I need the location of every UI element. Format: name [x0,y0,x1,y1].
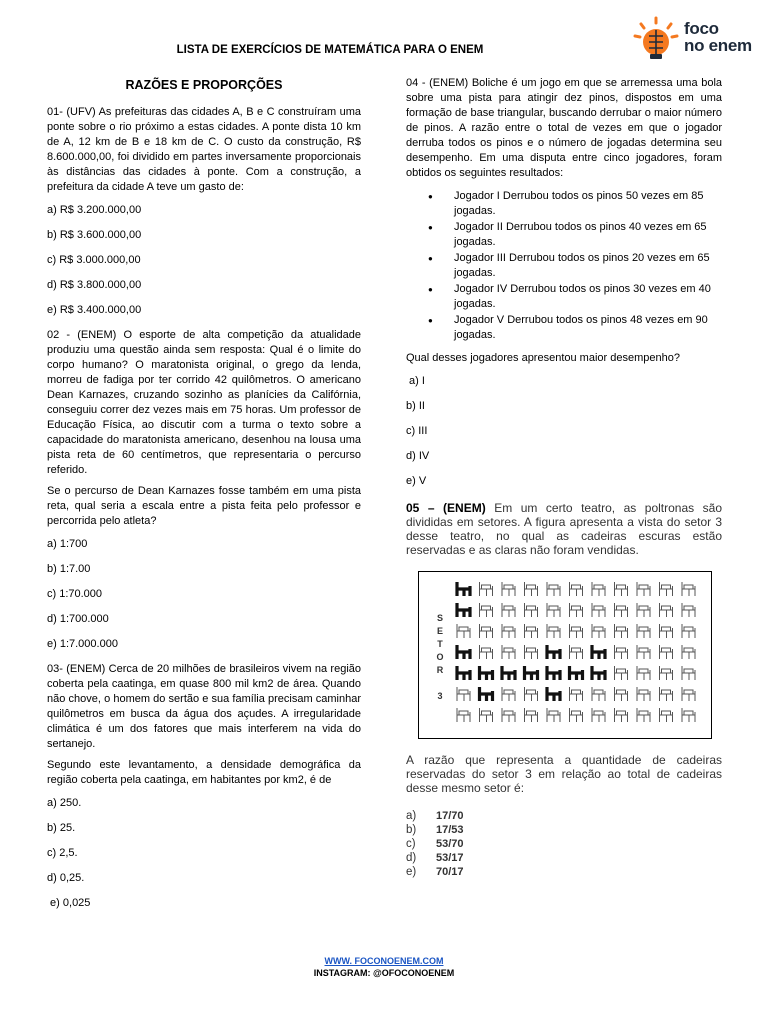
logo-text [684,20,752,54]
q5-label: 05 – (ENEM) [406,501,486,515]
website-link[interactable]: WWW. FOCONOENEM.COM [324,956,444,966]
q5-body: Em um certo teatro, as poltronas são divididas em setores. A figura apresenta a vista do setor 3 desse teatro, no qual as cadeiras escuras estão reservadas e as claras não foram vendidas. [406,501,722,557]
seat-available [547,582,560,596]
question-2-text: 02 - (ENEM) O esporte de alta competição da atualidade produziu uma questão ainda sem resposta: Qual é o limite do corpo humano? O maratonista original, o grego da lenda, morreu de fadiga por ter corrido 42 quilômetros. O americano Dean Karnazes, cruzando sozinho as planícies da Califórnia, conseguiu correr dez vezes mais em 75 horas. Um professor de Educação Física, ao discutir com a turma o texto sobre a capacidade do maratonista americano, desenhou na lousa uma pista reta de 60 centímetros, que representaria o percurso referido. [47,329,361,476]
seat-available [480,708,493,722]
seat-available [592,708,605,722]
seat-available [637,687,650,701]
q2-option-c: c) 1:70.000 [47,588,103,600]
seat-available [615,624,628,638]
theater-seat-map [418,571,712,739]
seat-available [615,687,628,701]
seat-available [570,603,583,617]
q3-option-c: c) 2,5. [47,847,78,859]
seat-available [570,624,583,638]
seat-reserved [457,582,470,596]
option-value: 70/17 [436,866,464,878]
seat-reserved [547,645,560,659]
seat-reserved [547,687,560,701]
seat-available [660,645,673,659]
section-title: RAZÕES E PROPORÇÕES [125,78,283,92]
seat-available [502,687,515,701]
option-value: 17/53 [436,824,464,836]
list-item: ● Jogador II Derrubou todos os pinos 40 vezes em 65 jogadas. [406,220,722,250]
seat-reserved [457,666,470,680]
setor-label [435,612,445,703]
setor-spacer [435,677,445,690]
list-item: ● Jogador V Derrubou todos os pinos 48 vezes em 90 jogadas. [406,313,722,343]
q3-option-e: e) 0,025 [47,897,91,909]
seat-available [525,687,538,701]
seat-reserved [502,666,515,680]
seat-available [502,603,515,617]
q5-option-d [406,851,722,865]
option-letter: b) [406,824,417,836]
seat-reserved [570,666,583,680]
seat-available [570,708,583,722]
question-2-prompt: Se o percurso de Dean Karnazes fosse também em uma pista reta, qual seria a escala entre a pista feita pelo professor e percorrida pelo atleta? [47,485,361,527]
logo-line-1: foco [684,19,719,38]
question-5-prompt: A razão que representa a quantidade de cadeiras reservadas do setor 3 em relação ao total de cadeiras desse mesmo setor é: [406,753,722,795]
question-4-prompt: Qual desses jogadores apresentou maior desempenho? [406,352,680,364]
players-list [406,189,722,343]
setor-letter: O [436,652,444,662]
seat-available [682,624,695,638]
seat-available [502,708,515,722]
option-letter: d) [406,852,417,864]
seat-available [457,708,470,722]
q1-option-a: a) R$ 3.200.000,00 [47,204,142,216]
q3-option-d: d) 0,25. [47,872,85,884]
q4-option-a: a) I [406,375,425,387]
seat-reserved [480,666,493,680]
footer-instagram: INSTAGRAM: @OFOCONOENEM [313,968,455,978]
seat-available [660,582,673,596]
seat-available [615,645,628,659]
seat-available [660,687,673,701]
seat-available [502,582,515,596]
setor-letter: S [436,613,443,623]
seat-available [660,708,673,722]
seat-available [547,708,560,722]
seat-available [457,624,470,638]
seat-reserved [480,687,493,701]
seat-available [502,645,515,659]
seat-available [682,645,695,659]
question-1-text: 01- (UFV) As prefeituras das cidades A, B e C construíram uma ponte sobre o rio próximo a estas cidades. A ponte dista 10 km de A, 12 km de B e 18 km de C. O custo da construção, R$ 8.600.000,00, foi dividido em partes inversamente proporcionais às distâncias das cidades à ponte. Com a construção, a prefeitura da cidade A teve um gasto de: [47,106,361,193]
seat-available [682,603,695,617]
list-item: ● Jogador III Derrubou todos os pinos 20 vezes em 65 jogadas. [406,251,722,281]
seat-available [637,582,650,596]
seat-available [682,582,695,596]
seat-available [547,624,560,638]
seat-available [660,624,673,638]
seat-reserved [457,645,470,659]
seat-available [682,708,695,722]
q5-option-a [406,809,722,823]
seat-available [480,645,493,659]
option-letter: a) [406,810,417,822]
seat-available [525,708,538,722]
brain-logo-icon [632,16,680,60]
seat-grid [453,578,703,728]
option-value: 17/70 [436,810,464,822]
q1-option-c: c) R$ 3.000.000,00 [47,254,141,266]
seat-available [660,666,673,680]
seat-reserved [592,666,605,680]
q1-option-e: e) R$ 3.400.000,00 [47,304,142,316]
seat-available [637,624,650,638]
q1-option-b: b) R$ 3.600.000,00 [47,229,142,241]
seat-available [592,624,605,638]
q5-option-b [406,823,722,837]
question-3-prompt: Segundo este levantamento, a densidade demográfica da região coberta pela caatinga, em habitantes por km2, é de [47,759,361,786]
seat-available [570,645,583,659]
seat-available [660,603,673,617]
question-4-text: 04 - (ENEM) Boliche é um jogo em que se arremessa uma bola sobre uma pista para atingir dez pinos, dispostos em uma formação de base triangular, buscando derrubar o maior número de pinos. A razão entre o total de vezes em que o jogador derruba todos os pinos e o número de jogadas determina seu desempenho. Em uma disputa entre cinco jogadores, foram obtidos os seguintes resultados: [406,77,722,179]
seat-available [480,624,493,638]
seat-reserved [525,666,538,680]
option-letter: c) [406,838,416,850]
seat-available [615,666,628,680]
list-item: ● Jogador I Derrubou todos os pinos 50 vezes em 85 jogadas. [406,189,722,219]
left-column [47,76,361,911]
seat-available [525,582,538,596]
seat-available [480,582,493,596]
page-title: LISTA DE EXERCÍCIOS DE MATEMÁTICA PARA O ENEM [176,44,484,56]
q4-option-c: c) III [406,425,428,437]
option-letter: e) [406,866,417,878]
seat-available [457,687,470,701]
setor-letter: R [436,665,444,675]
q2-option-b: b) 1:7.00 [47,563,91,575]
seat-available [615,582,628,596]
q4-option-e: e) V [406,475,427,487]
logo [632,16,752,60]
q2-option-e: e) 1:7.000.000 [47,638,118,650]
option-value: 53/70 [436,838,464,850]
seat-reserved [592,645,605,659]
setor-letter: T [437,639,443,649]
seat-available [592,687,605,701]
seat-available [615,603,628,617]
seat-available [637,666,650,680]
seat-available [502,624,515,638]
q5-option-e [406,865,722,879]
seat-available [570,582,583,596]
q5-options [406,809,722,879]
seat-available [525,603,538,617]
seat-available [637,708,650,722]
question-5-text [406,501,722,557]
seat-available [525,624,538,638]
seat-available [592,582,605,596]
option-value: 53/17 [436,852,464,864]
seat-available [592,603,605,617]
list-item: ● Jogador IV Derrubou todos os pinos 30 vezes em 40 jogadas. [406,282,722,312]
q4-option-d: d) IV [406,450,430,462]
q1-option-d: d) R$ 3.800.000,00 [47,279,142,291]
seat-available [547,603,560,617]
q5-option-c [406,837,722,851]
footer-website[interactable] [0,956,768,966]
seat-available [615,708,628,722]
logo-line-2: no enem [684,36,752,55]
seat-available [637,603,650,617]
setor-letter: 3 [437,691,443,701]
seat-available [525,645,538,659]
q3-option-a: a) 250. [47,797,82,809]
seat-available [637,645,650,659]
q3-option-b: b) 25. [47,822,76,834]
question-3-text: 03- (ENEM) Cerca de 20 milhões de brasileiros vivem na região coberta pela caatinga, em quase 800 mil km2 de área. Quando não chove, o homem do sertão e sua família precisam caminhar quilômetros em busca da água dos açudes. A irregularidade climática é um dos fatores que mais interferem na vida do sertanejo. [47,663,361,750]
setor-letter: E [436,626,443,636]
seat-available [480,603,493,617]
q2-option-a: a) 1:700 [47,538,88,550]
question-5 [406,501,722,879]
seat-available [570,687,583,701]
q2-option-d: d) 1:700.000 [47,613,109,625]
seat-reserved [457,603,470,617]
seat-reserved [547,666,560,680]
right-column [406,76,722,879]
q4-option-b: b) II [406,400,425,412]
seat-available [682,666,695,680]
seat-available [682,687,695,701]
